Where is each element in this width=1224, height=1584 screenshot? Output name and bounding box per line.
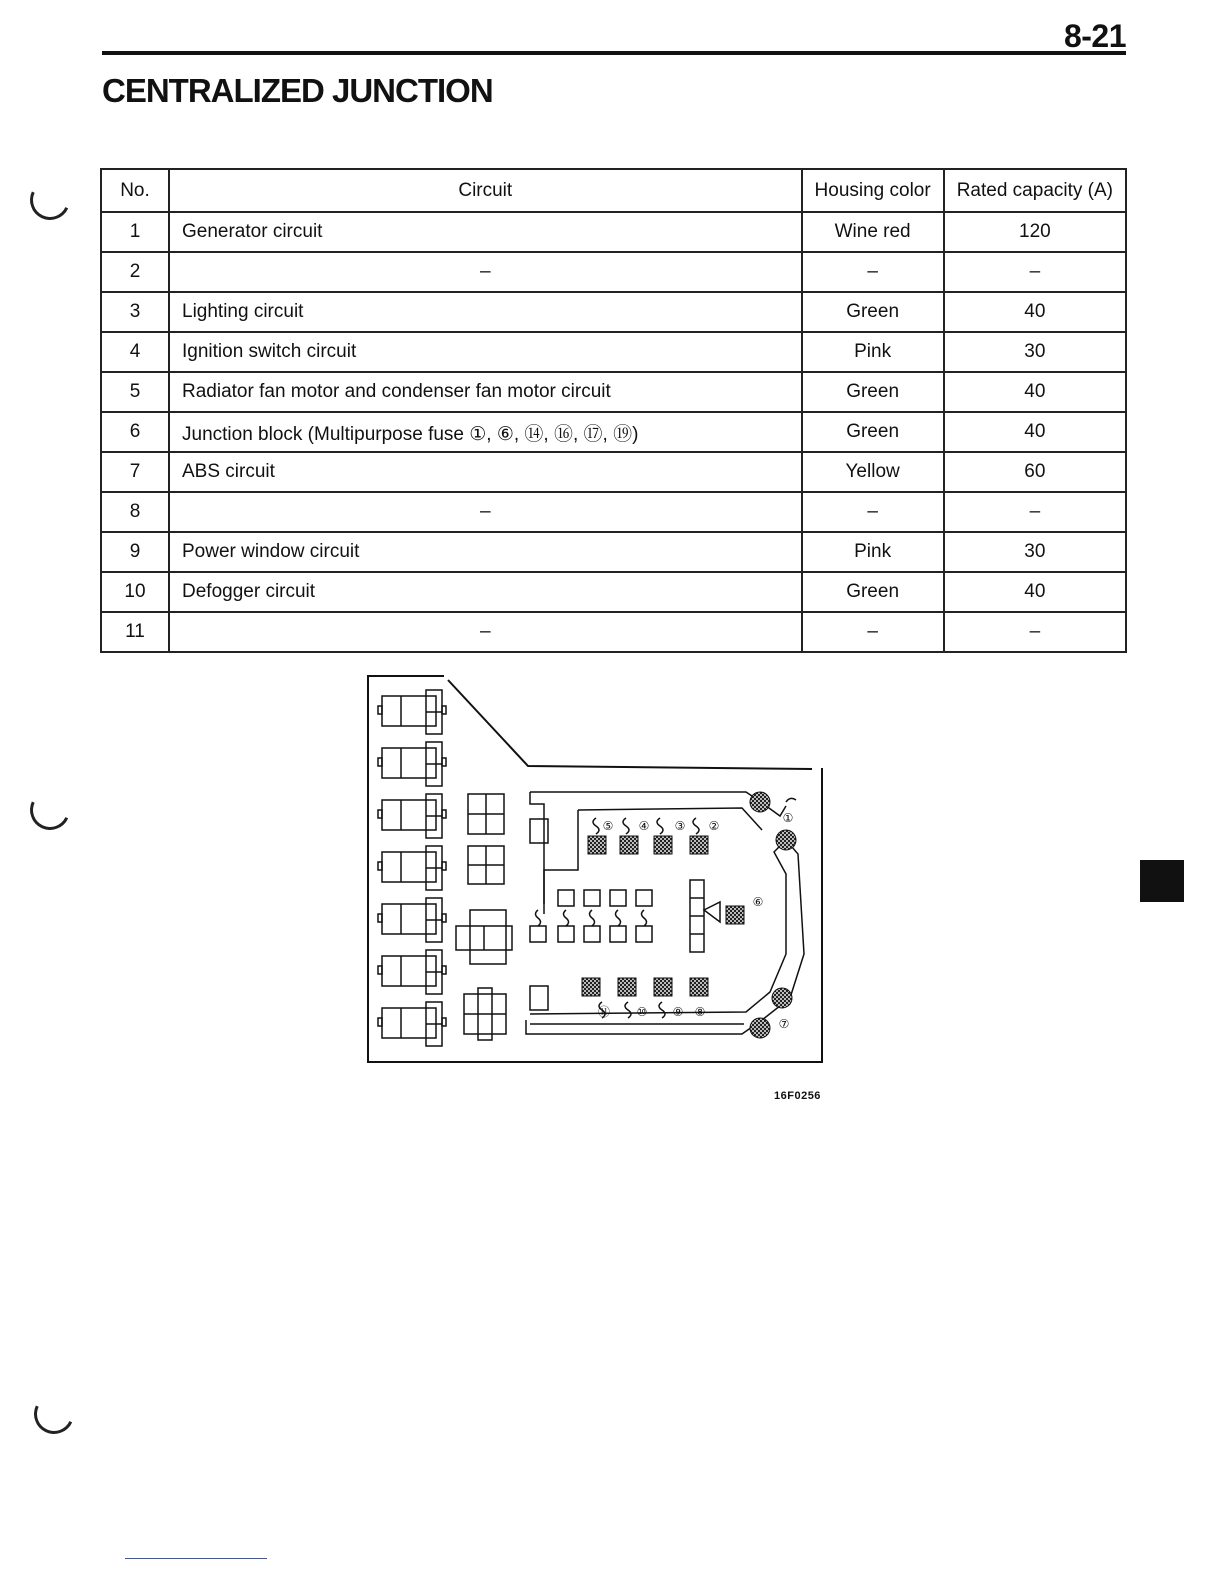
cell-housing-color: –	[802, 252, 944, 292]
cell-no: 11	[101, 612, 169, 652]
cell-no: 5	[101, 372, 169, 412]
fusible-link-terminal	[654, 836, 672, 854]
fusible-link-terminal	[620, 836, 638, 854]
callout-label: ①	[782, 811, 794, 825]
cell-rated-capacity: 40	[944, 572, 1126, 612]
cell-housing-color: Wine red	[802, 212, 944, 252]
cell-no: 7	[101, 452, 169, 492]
cell-circuit: Ignition switch circuit	[169, 332, 802, 372]
cell-rated-capacity: –	[944, 252, 1126, 292]
header-housing-color: Housing color	[802, 169, 944, 212]
cell-circuit: Lighting circuit	[169, 292, 802, 332]
cell-no: 4	[101, 332, 169, 372]
table-row	[101, 292, 1126, 332]
cable-terminal	[772, 988, 792, 1008]
cell-rated-capacity: –	[944, 612, 1126, 652]
cell-housing-color: Pink	[802, 332, 944, 372]
relay-group-middle	[456, 794, 512, 1040]
cell-housing-color: Green	[802, 572, 944, 612]
cell-housing-color: Pink	[802, 532, 944, 572]
frame-diagonal	[448, 680, 812, 769]
table-row	[101, 572, 1126, 612]
cell-housing-color: Green	[802, 292, 944, 332]
cell-rated-capacity: 40	[944, 292, 1126, 332]
cell-no: 8	[101, 492, 169, 532]
page-title: CENTRALIZED JUNCTION	[102, 72, 493, 109]
table-row	[101, 372, 1126, 412]
header-circuit: Circuit	[169, 169, 802, 212]
table-row	[101, 532, 1126, 572]
table-row	[101, 612, 1126, 652]
cell-no: 10	[101, 572, 169, 612]
cell-circuit: Power window circuit	[169, 532, 802, 572]
cable-terminal	[750, 792, 770, 812]
cell-circuit: Radiator fan motor and condenser fan motor circuit	[169, 372, 802, 412]
figure-code: 16F0256	[774, 1090, 821, 1102]
binder-hole-mark	[28, 1388, 79, 1439]
table-row	[101, 252, 1126, 292]
binder-hole-mark	[24, 174, 75, 225]
cell-housing-color: Yellow	[802, 452, 944, 492]
cell-circuit: Generator circuit	[169, 212, 802, 252]
table-header-row	[101, 169, 1126, 212]
cell-rated-capacity: 60	[944, 452, 1126, 492]
fusible-link-terminal	[654, 978, 672, 996]
callout-label: ⑦	[778, 1017, 790, 1031]
junction-table	[100, 168, 1127, 653]
junction-block-diagram	[366, 674, 826, 1066]
cell-rated-capacity: –	[944, 492, 1126, 532]
bus-bar-area	[526, 792, 804, 1034]
fusible-link-terminal	[582, 978, 600, 996]
cell-housing-color: –	[802, 612, 944, 652]
cell-circuit: –	[169, 492, 802, 532]
table-row	[101, 212, 1126, 252]
callout-label: ⑤	[602, 819, 614, 833]
callout-label: ⑨	[672, 1005, 684, 1019]
cell-rated-capacity: 40	[944, 412, 1126, 452]
fusible-link-terminal	[618, 978, 636, 996]
cell-housing-color: –	[802, 492, 944, 532]
callout-label: ⑥	[752, 895, 764, 909]
cell-housing-color: Green	[802, 372, 944, 412]
table-row	[101, 492, 1126, 532]
binder-hole-mark	[24, 784, 75, 835]
section-tab-marker	[1140, 860, 1184, 902]
cell-no: 9	[101, 532, 169, 572]
cell-circuit: –	[169, 612, 802, 652]
footer-link-line	[125, 1558, 267, 1559]
table-row	[101, 332, 1126, 372]
callout-label: ⑩	[636, 1005, 648, 1019]
callout-label: ⑧	[694, 1005, 706, 1019]
header-no: No.	[101, 169, 169, 212]
fusible-link-terminal	[690, 978, 708, 996]
cable-terminal	[750, 1018, 770, 1038]
fusible-link-terminal	[588, 836, 606, 854]
callout-label: ③	[674, 819, 686, 833]
cell-circuit: ABS circuit	[169, 452, 802, 492]
cell-rated-capacity: 40	[944, 372, 1126, 412]
page-number: 8-21	[1063, 18, 1126, 54]
cell-no: 1	[101, 212, 169, 252]
cell-circuit: Defogger circuit	[169, 572, 802, 612]
cell-rated-capacity: 120	[944, 212, 1126, 252]
table-row	[101, 452, 1126, 492]
cable-terminal	[776, 830, 796, 850]
cell-circuit: Junction block (Multipurpose fuse ①, ⑥, ⑭, ⑯, ⑰, ⑲)	[169, 412, 802, 452]
cell-no: 3	[101, 292, 169, 332]
cell-no: 6	[101, 412, 169, 452]
header-rule	[102, 51, 1126, 55]
cell-rated-capacity: 30	[944, 532, 1126, 572]
table-row	[101, 412, 1126, 452]
cell-housing-color: Green	[802, 412, 944, 452]
callout-label: ②	[708, 819, 720, 833]
header-rated-capacity: Rated capacity (A)	[944, 169, 1126, 212]
fusible-link-terminal	[690, 836, 708, 854]
cell-no: 2	[101, 252, 169, 292]
small-fuse-rows	[530, 880, 720, 952]
cell-rated-capacity: 30	[944, 332, 1126, 372]
callout-label: ④	[638, 819, 650, 833]
fusible-link-terminal	[726, 906, 744, 924]
callout-label: ⑪	[597, 1005, 611, 1019]
fuse-column-left	[378, 690, 446, 1046]
cell-circuit: –	[169, 252, 802, 292]
